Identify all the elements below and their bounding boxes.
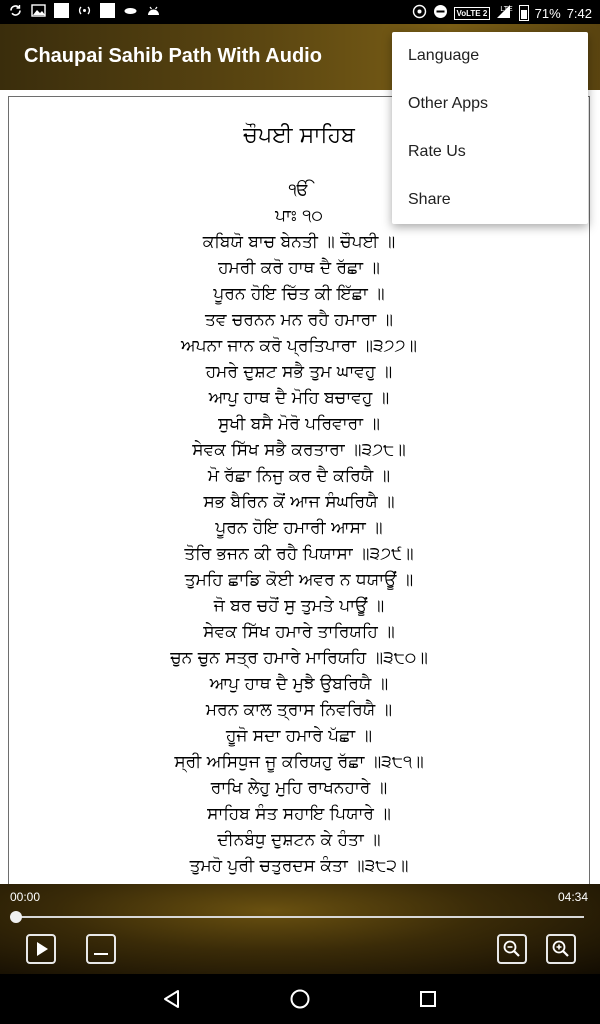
verse-line: ਮਰਨ ਕਾਲ ਤ੍ਰਾਸ ਨਿਵਰਿਯੈ ॥ bbox=[205, 700, 393, 720]
recents-icon[interactable] bbox=[416, 987, 440, 1011]
white-square-icon bbox=[54, 3, 69, 18]
android-icon bbox=[146, 3, 161, 18]
image-icon bbox=[31, 3, 46, 18]
white-square-icon bbox=[100, 3, 115, 18]
status-icons bbox=[412, 4, 593, 22]
verse-line: ਤੁਮਹੋ ਪੁਰੀ ਚਤੁਰਦਸ ਕੰਤਾ ॥੩੮੨॥ bbox=[189, 856, 409, 876]
verse-line: ਸਾਹਿਬ ਸੰਤ ਸਹਾਇ ਪਿਯਾਰੇ ॥ bbox=[207, 804, 391, 824]
notification-icons bbox=[8, 3, 161, 18]
app-title: Chaupai Sahib Path With Audio bbox=[24, 45, 322, 67]
wifi-calling-icon bbox=[412, 4, 427, 22]
app-icon bbox=[123, 3, 138, 18]
verse-line: ਹੂਜੋ ਸਦਾ ਹਮਾਰੇ ਪੱਛਾ ॥ bbox=[225, 726, 373, 746]
total-time: 04:34 bbox=[557, 890, 588, 904]
battery-percent: 71% bbox=[534, 5, 561, 21]
volte-badge: VoLTE 2 bbox=[454, 7, 491, 20]
path-title: ਚੌਪਈ ਸਾਹਿਬ bbox=[243, 123, 355, 148]
verse-line: ੴ bbox=[288, 180, 310, 200]
home-icon[interactable] bbox=[288, 987, 312, 1011]
clock: 7:42 bbox=[566, 5, 592, 21]
sync-icon bbox=[8, 3, 23, 18]
verse-line: ਸੇਵਕ ਸਿੱਖ ਹਮਾਰੇ ਤਾਰਿਯਹਿ ॥ bbox=[203, 622, 395, 642]
menu-item-other-apps[interactable]: Other Apps bbox=[408, 95, 489, 112]
seek-thumb[interactable] bbox=[10, 911, 22, 923]
menu-item-language[interactable]: Language bbox=[408, 47, 480, 64]
back-icon[interactable] bbox=[160, 987, 184, 1011]
verse-list bbox=[9, 177, 589, 879]
zoom-in-icon bbox=[551, 939, 571, 959]
verse-line: ਰਾਖਿ ਲੇਹੁ ਮੁਹਿ ਰਾਖਨਹਾਰੇ ॥ bbox=[210, 778, 388, 798]
verse-line: ਜੋ ਬਰ ਚਹੋਂ ਸੁ ਤੁਮਤੇ ਪਾਊਂ ॥ bbox=[213, 596, 385, 616]
verse-line: ਚੁਨ ਚੁਨ ਸਤ੍ਰ ਹਮਾਰੇ ਮਾਰਿਯਹਿ ॥੩੮੦॥ bbox=[170, 648, 428, 668]
verse-line: ਹਮਰੇ ਦੁਸ਼ਟ ਸਭੈ ਤੁਮ ਘਾਵਹੁ ॥ bbox=[205, 362, 393, 382]
verse-line: ਸ੍ਰੀ ਅਸਿਧੁਜ ਜੂ ਕਰਿਯਹੁ ਰੱਛਾ ॥੩੮੧॥ bbox=[174, 752, 424, 772]
status-bar bbox=[0, 0, 600, 24]
verse-line: ਆਪੁ ਹਾਥ ਦੈ ਮੋਹਿ ਬਚਾਵਹੁ ॥ bbox=[208, 388, 390, 408]
overflow-menu bbox=[392, 32, 588, 224]
verse-line: ਸੁਖੀ ਬਸੈ ਮੋਰੋ ਪਰਿਵਾਰਾ ॥ bbox=[218, 414, 380, 434]
verse-line: ਹਮਰੀ ਕਰੋ ਹਾਥ ਦੈ ਰੱਛਾ ॥ bbox=[218, 258, 380, 278]
play-button[interactable] bbox=[26, 934, 56, 964]
zoom-out-icon bbox=[502, 939, 522, 959]
zoom-in-button[interactable] bbox=[546, 934, 576, 964]
battery-icon bbox=[519, 5, 529, 21]
verse-line: ਪੂਰਨ ਹੋਇ ਹਮਾਰੀ ਆਸਾ ॥ bbox=[215, 518, 383, 538]
do-not-disturb-icon bbox=[433, 4, 448, 22]
verse-line: ਸੇਵਕ ਸਿੱਖ ਸਭੈ ਕਰਤਾਰਾ ॥੩੭੮॥ bbox=[192, 440, 406, 460]
minimize-icon bbox=[94, 953, 108, 955]
verse-line: ਪਾਃ ੧੦ bbox=[275, 206, 323, 226]
verse-line: ਦੀਨਬੰਧੁ ਦੁਸ਼ਟਨ ਕੇ ਹੰਤਾ ॥ bbox=[217, 830, 381, 850]
hotspot-icon bbox=[77, 3, 92, 18]
verse-line: ਤੋਰਿ ਭਜਨ ਕੀ ਰਹੈ ਪਿਯਾਸਾ ॥੩੭੯॥ bbox=[184, 544, 414, 564]
verse-line: ਆਪੁ ਹਾਥ ਦੈ ਮੁਝੈ ਉਬਰਿਯੈ ॥ bbox=[209, 674, 389, 694]
verse-line: ਅਪਨਾ ਜਾਨ ਕਰੋ ਪ੍ਰਤਿਪਾਰਾ ॥੩੭੭॥ bbox=[181, 336, 417, 356]
play-icon bbox=[37, 942, 48, 956]
menu-item-share[interactable]: Share bbox=[408, 191, 451, 208]
verse-line: ਸਭ ਬੈਰਿਨ ਕੋਂ ਆਜ ਸੰਘਰਿਯੈ ॥ bbox=[203, 492, 395, 512]
menu-item-rate-us[interactable]: Rate Us bbox=[408, 143, 466, 160]
current-time: 00:00 bbox=[10, 890, 41, 904]
verse-line: ਕਬਿਯੋ ਬਾਚ ਬੇਨਤੀ ॥ ਚੌਪਈ ॥ bbox=[202, 232, 396, 252]
minimize-button[interactable] bbox=[86, 934, 116, 964]
zoom-out-button[interactable] bbox=[497, 934, 527, 964]
verse-line: ਮੋ ਰੱਛਾ ਨਿਜੁ ਕਰ ਦੈ ਕਰਿਯੈ ॥ bbox=[207, 466, 391, 486]
verse-line: ਤੁਮਹਿ ਛਾਡਿ ਕੋਈ ਅਵਰ ਨ ਧਯਾਊਂ ॥ bbox=[184, 570, 414, 590]
seek-bar[interactable] bbox=[16, 916, 584, 918]
verse-line: ਪੂਰਨ ਹੋਇ ਚਿੱਤ ਕੀ ਇੱਛਾ ॥ bbox=[213, 284, 385, 304]
audio-player bbox=[0, 884, 600, 974]
navigation-bar bbox=[0, 974, 600, 1024]
verse-line: ਤਵ ਚਰਨਨ ਮਨ ਰਹੈ ਹਮਾਰਾ ॥ bbox=[205, 310, 393, 330]
signal-type: LTE bbox=[500, 5, 513, 13]
